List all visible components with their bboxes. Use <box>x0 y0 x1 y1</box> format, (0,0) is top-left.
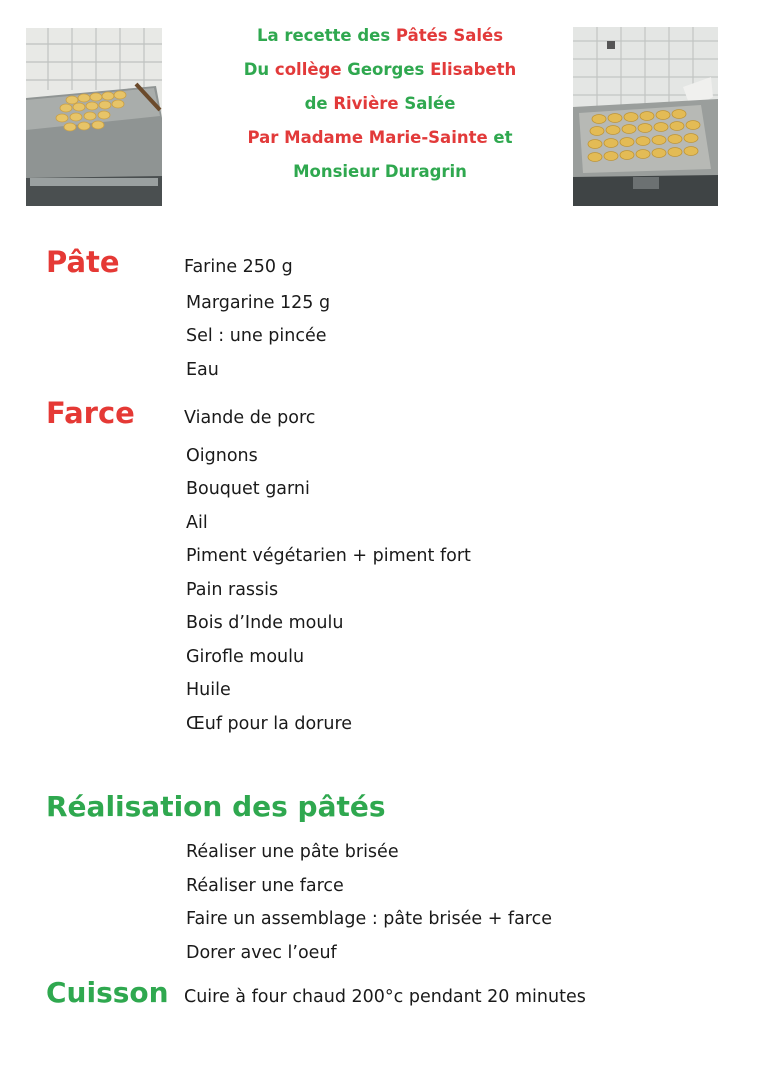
ingredient-item: Girofle moulu <box>186 646 305 667</box>
header-text: Georges <box>347 60 431 79</box>
cuisson-instruction: Cuire à four chaud 200°c pendant 20 minutes <box>184 987 586 1007</box>
header-text: et <box>493 128 513 147</box>
recipe-header <box>180 22 580 192</box>
header-text: La recette des <box>256 26 396 45</box>
ingredient-item: Piment végétarien + piment fort <box>186 546 471 566</box>
step-item: Réaliser une pâte brisée <box>186 842 399 862</box>
header-line-4 <box>180 124 580 158</box>
ingredient-item: Oignons <box>186 445 258 466</box>
header-text: Monsieur Duragrin <box>293 162 467 181</box>
ingredient-item: Sel : une pincée <box>186 326 327 346</box>
ingredient-item: Huile <box>186 680 231 700</box>
header-text: Salée <box>404 94 456 113</box>
header-text: Du <box>243 60 275 79</box>
step-item: Dorer avec l’oeuf <box>186 942 337 963</box>
ingredient-item: Eau <box>186 359 219 380</box>
ingredient-item: Farine 250 g <box>184 257 293 277</box>
ingredient-item: Ail <box>186 512 208 533</box>
ingredient-item: Margarine 125 g <box>186 292 331 313</box>
header-text: Par Madame Marie-Sainte <box>247 128 494 147</box>
header-text: collège <box>274 60 348 79</box>
header-line-5 <box>180 158 580 192</box>
step-item: Faire un assemblage : pâte brisée + farce <box>186 909 553 929</box>
header-line-2 <box>180 56 580 90</box>
section-title-cuisson: Cuisson <box>46 976 169 1009</box>
header-line-1 <box>180 22 580 56</box>
header-text: Rivière <box>333 94 405 113</box>
header-line-3 <box>180 90 580 124</box>
section-title-farce: Farce <box>46 396 135 430</box>
header-text: Pâtés Salés <box>395 26 504 45</box>
header-text: de <box>304 94 334 113</box>
ingredient-item: Bois d’Inde moulu <box>186 613 344 633</box>
realisation-step-list <box>186 836 552 970</box>
header-text: Elisabeth <box>430 60 517 79</box>
farce-ingredient-list <box>186 402 471 741</box>
ingredient-item: Œuf pour la dorure <box>186 713 353 734</box>
ingredient-item: Viande de porc <box>184 408 316 428</box>
pate-ingredient-list <box>186 251 330 387</box>
dough-rounds-photo <box>26 28 162 206</box>
section-title-pate: Pâte <box>46 245 120 279</box>
step-item: Réaliser une farce <box>186 875 344 896</box>
ingredient-item: Bouquet garni <box>186 479 310 499</box>
ingredient-item: Pain rassis <box>186 579 279 600</box>
baking-tray-photo <box>573 27 718 206</box>
section-title-realisation: Réalisation des pâtés <box>46 790 386 823</box>
